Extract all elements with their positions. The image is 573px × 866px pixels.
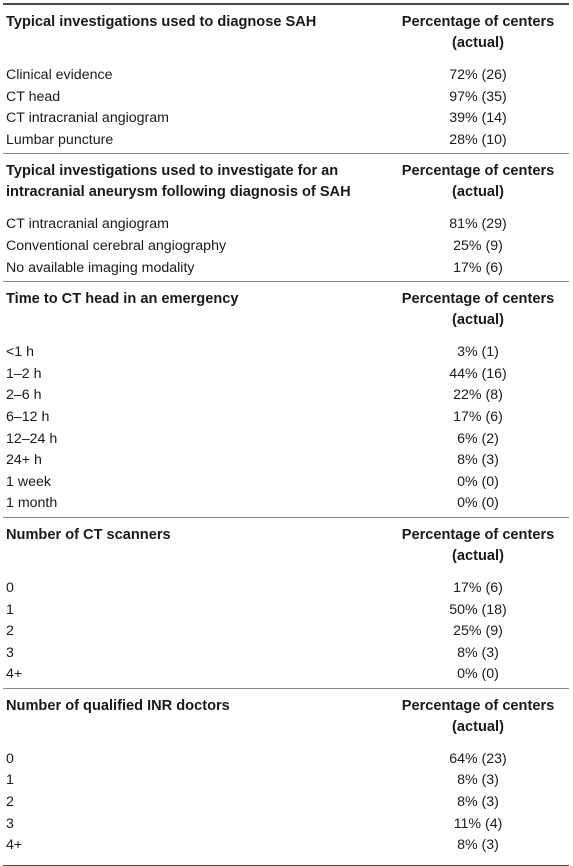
row-value: 97% (35) <box>449 88 507 105</box>
table-row <box>3 407 569 429</box>
row-label: 2 <box>6 623 14 640</box>
row-label: 12–24 h <box>6 430 58 447</box>
value-column-header: Percentage of centers (actual) <box>401 526 555 564</box>
row-value: 50% (18) <box>449 601 507 618</box>
table-row <box>3 258 569 280</box>
row-label: Lumbar puncture <box>6 131 114 148</box>
table-row <box>3 792 569 814</box>
table-row <box>3 342 569 364</box>
table-row <box>3 385 569 407</box>
section-heading: Typical investigations used to investigate for an intracranial aneurysm following diagnosis of SAH <box>6 163 351 201</box>
row-label: 3 <box>6 815 14 832</box>
row-label: 1 month <box>6 495 58 512</box>
table-row <box>3 621 569 643</box>
section-header-row <box>3 282 569 342</box>
table-row <box>3 600 569 622</box>
table-body <box>3 5 569 859</box>
section-header-row <box>3 689 569 749</box>
section-heading: Time to CT head in an emergency <box>6 291 239 308</box>
table-row <box>3 236 569 258</box>
table-section <box>3 5 569 153</box>
row-value: 22% (8) <box>453 387 503 404</box>
table-section <box>3 153 569 281</box>
row-value: 28% (10) <box>449 131 507 148</box>
section-heading: Number of CT scanners <box>6 526 171 543</box>
row-label: 0 <box>6 750 14 767</box>
row-value: 25% (9) <box>453 237 503 254</box>
section-heading: Number of qualified INR doctors <box>6 697 230 714</box>
row-label: 1 week <box>6 473 51 490</box>
row-label: CT intracranial angiogram <box>6 216 169 233</box>
section-rows <box>3 342 569 517</box>
row-value: 0% (0) <box>457 473 499 490</box>
row-value: 39% (14) <box>449 110 507 127</box>
table-row <box>3 364 569 386</box>
table-row <box>3 578 569 600</box>
section-rows <box>3 214 569 281</box>
table-row <box>3 814 569 836</box>
row-label: 0 <box>6 579 14 596</box>
row-value: 8% (3) <box>457 794 499 811</box>
row-label: No available imaging modality <box>6 259 195 276</box>
table-row <box>3 429 569 451</box>
row-label: 1–2 h <box>6 365 42 382</box>
row-label: 1 <box>6 601 14 618</box>
table-row <box>3 65 569 87</box>
section-rows <box>3 65 569 153</box>
table-section <box>3 517 569 688</box>
row-value: 17% (6) <box>453 259 503 276</box>
value-column-header: Percentage of centers (actual) <box>401 291 555 329</box>
row-label: 6–12 h <box>6 408 50 425</box>
section-rows <box>3 749 569 859</box>
row-label: Clinical evidence <box>6 67 113 83</box>
table-row <box>3 130 569 152</box>
row-value: 8% (3) <box>457 644 499 661</box>
survey-table <box>3 0 569 866</box>
table-row <box>3 664 569 686</box>
section-header-row <box>3 154 569 214</box>
row-label: CT intracranial angiogram <box>6 110 169 127</box>
row-value: 72% (26) <box>449 67 507 83</box>
table-row <box>3 87 569 109</box>
table-row <box>3 472 569 494</box>
table-row <box>3 493 569 515</box>
table-row <box>3 108 569 130</box>
row-label: 2 <box>6 794 14 811</box>
value-column-header: Percentage of centers (actual) <box>401 14 555 51</box>
row-value: 8% (3) <box>457 837 499 854</box>
row-value: 11% (4) <box>453 815 503 832</box>
section-header-row <box>3 5 569 65</box>
row-value: 3% (1) <box>457 344 499 361</box>
table-section <box>3 688 569 859</box>
section-header-row <box>3 518 569 578</box>
table-section <box>3 281 569 517</box>
row-label: <1 h <box>6 344 35 361</box>
row-value: 8% (3) <box>457 452 499 469</box>
row-label: CT head <box>6 88 61 105</box>
row-label: 4+ <box>6 837 23 854</box>
table-row <box>3 749 569 771</box>
value-column-header: Percentage of centers (actual) <box>401 697 555 735</box>
row-value: 17% (6) <box>453 408 503 425</box>
row-value: 0% (0) <box>457 495 499 512</box>
row-value: 8% (3) <box>457 772 499 789</box>
row-value: 64% (23) <box>449 750 507 767</box>
row-label: 4+ <box>6 666 23 683</box>
row-value: 25% (9) <box>453 623 503 640</box>
row-label: Conventional cerebral angiography <box>6 237 227 254</box>
row-value: 0% (0) <box>457 666 499 683</box>
row-value: 81% (29) <box>449 216 507 233</box>
row-value: 17% (6) <box>453 579 503 596</box>
table-row <box>3 643 569 665</box>
table-row <box>3 770 569 792</box>
row-value: 6% (2) <box>457 430 499 447</box>
section-heading: Typical investigations used to diagnose SAH <box>6 14 317 30</box>
section-rows <box>3 578 569 688</box>
row-label: 1 <box>6 772 14 789</box>
row-label: 3 <box>6 644 14 661</box>
value-column-header: Percentage of centers (actual) <box>401 163 555 201</box>
table-row <box>3 835 569 857</box>
row-label: 2–6 h <box>6 387 42 404</box>
table-row <box>3 450 569 472</box>
row-label: 24+ h <box>6 452 42 469</box>
table-row <box>3 214 569 236</box>
row-value: 44% (16) <box>449 365 507 382</box>
